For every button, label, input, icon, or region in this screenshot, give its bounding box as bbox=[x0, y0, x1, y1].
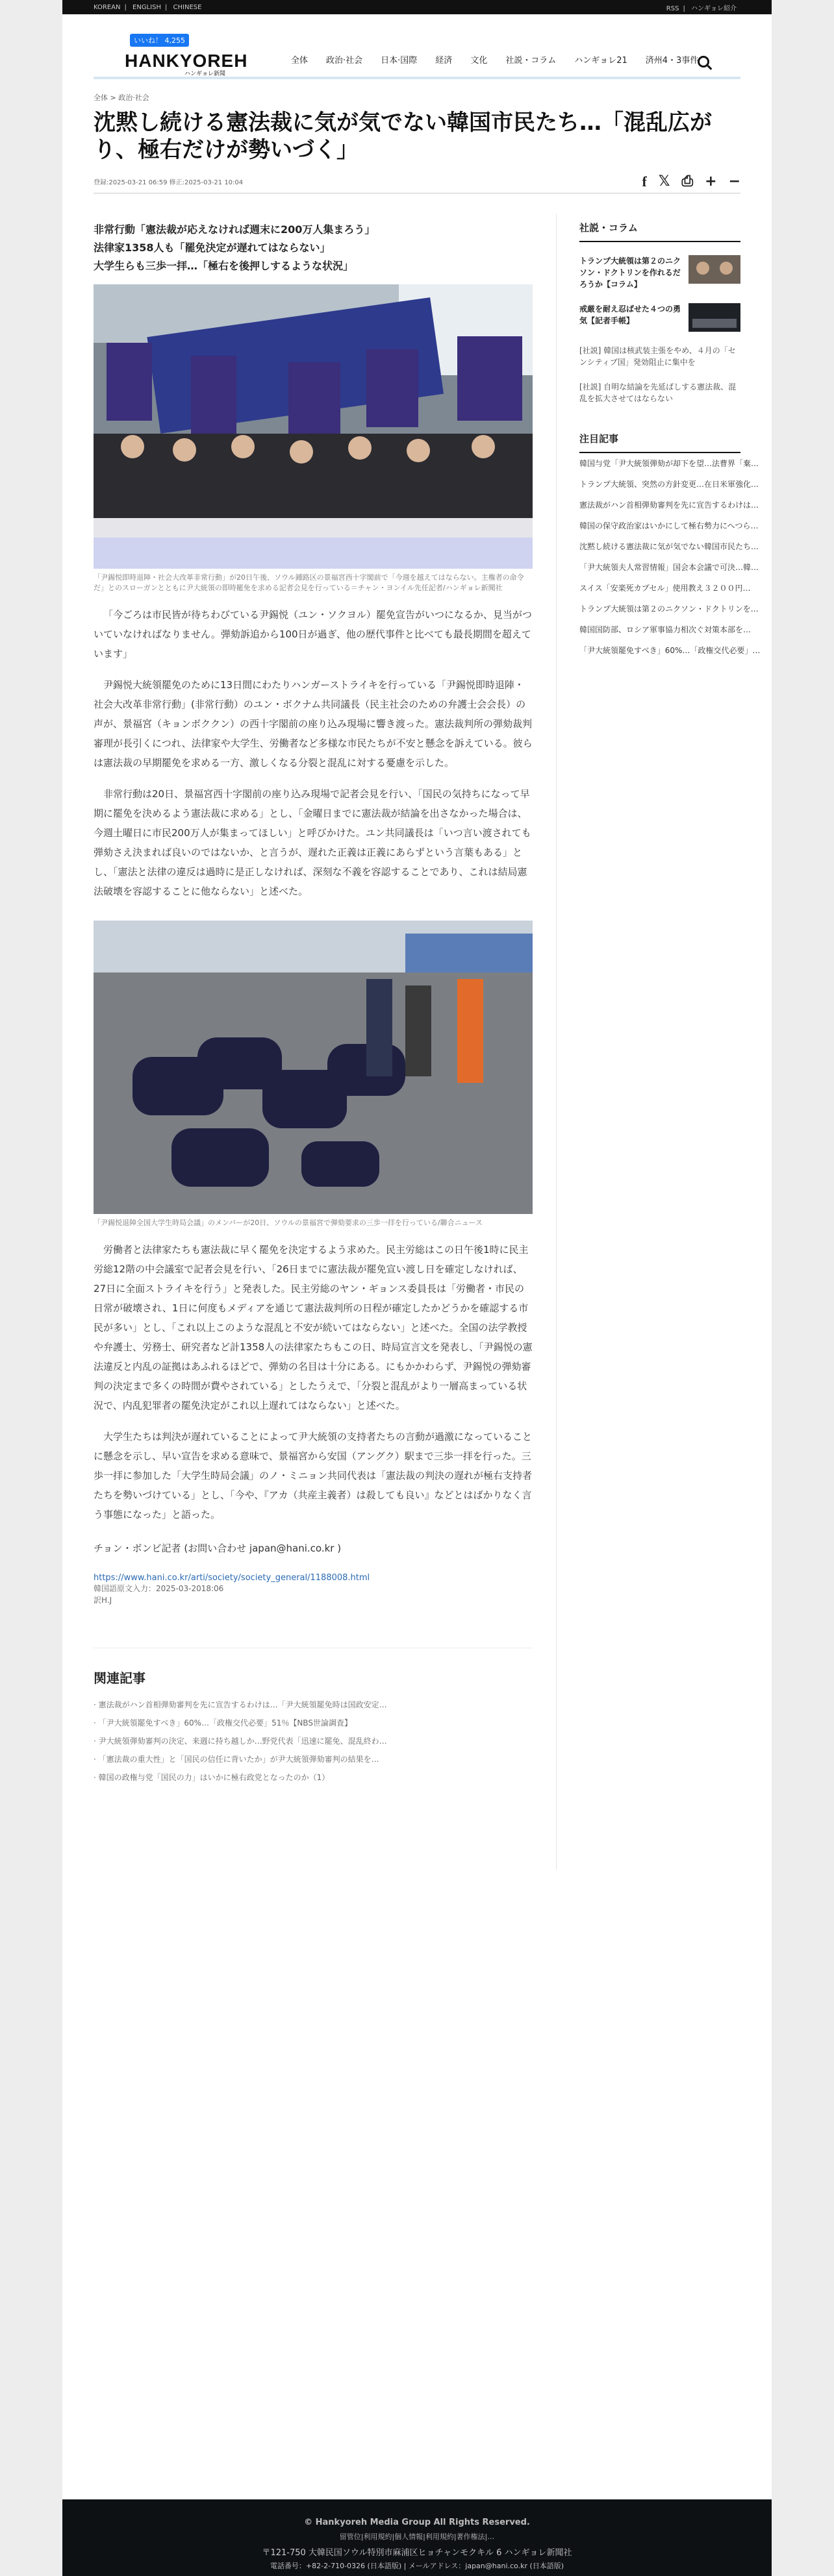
facebook-like-button[interactable]: いいね！ 4,255 bbox=[130, 34, 189, 47]
original-article-link[interactable]: https://www.hani.co.kr/arti/society/society_general/1188008.html bbox=[94, 1573, 370, 1583]
opinion-thumbnail[interactable] bbox=[689, 303, 740, 332]
opinion-item[interactable] bbox=[579, 255, 740, 290]
x-icon[interactable]: 𝕏 bbox=[658, 173, 670, 190]
article-dates: 登録:2025-03-21 06:59 修正:2025-03-21 10:04 bbox=[94, 179, 244, 186]
font-decrease-icon[interactable]: − bbox=[728, 173, 740, 190]
popular-item[interactable]: 沈黙し続ける憲法裁に気が気でない韓国市民たち… bbox=[579, 542, 759, 551]
opinion-editorial-link[interactable]: [社説] 韓国は核武装主張をやめ、４月の「センシティブ国」発効阻止に集中を bbox=[579, 346, 736, 367]
related-article-link[interactable]: · 尹大統領弾劾審判の決定、来週に持ち越しか…野党代表「迅速に罷免、混乱終わ… bbox=[94, 1737, 387, 1746]
opinion-item-title[interactable]: トランプ大統領は第２のニクソン・ドクトリンを作れるだろうか【コラム】 bbox=[579, 256, 681, 289]
related-article-link[interactable]: · 憲法裁がハン首相弾劾審判を先に宣告するわけは…「尹大統領罷免時は国政安定… bbox=[94, 1700, 387, 1709]
photo-caption: 「尹錫悦即時退陣・社会大改革非常行動」が20日午後、ソウル鍾路区の景福宮西十字閣前で「今週を越えてはならない。主権者の命令だ」とのスローガンとともに尹大統領の即時罷免を求める記者会見を行っている＝チャン・ヨンイル先任記者/ハンギョレ新聞社 bbox=[94, 573, 524, 592]
nav-item-jeju[interactable]: 済州4・3事件 bbox=[645, 56, 699, 66]
site-logo-sub: ハンギョレ新聞 bbox=[184, 71, 226, 77]
article-headline: 沈黙し続ける憲法裁に気が気でない韓国市民たち…「混乱広がり、極右だけが勢いづく」 bbox=[94, 110, 712, 163]
popular-item[interactable]: 韓国国防部、ロシア軍事協力相次ぐ対策本部を… bbox=[579, 625, 752, 634]
opinion-section-title: 社説・コラム bbox=[579, 221, 740, 242]
main-nav bbox=[282, 53, 707, 66]
portrait-image bbox=[689, 255, 740, 284]
popular-item[interactable]: スイス「安楽死カプセル」使用教え３２００円… bbox=[579, 584, 751, 593]
share-tools bbox=[642, 173, 740, 190]
footer-copyright: © Hankyoreh Media Group All Rights Reserved. bbox=[304, 2518, 530, 2527]
print-icon[interactable]: ⎙ bbox=[681, 173, 694, 190]
site-footer bbox=[62, 2499, 772, 2576]
lang-chinese-link[interactable]: CHINESE bbox=[173, 3, 202, 11]
lang-english-link[interactable]: ENGLISH bbox=[133, 3, 161, 11]
popular-item[interactable]: トランプ大統領、突然の方針変更…在日米軍強化… bbox=[579, 480, 759, 489]
article-paragraph: 非常行動は20日、景福宮西十字閣前の座り込み現場で記者会見を行い、「国民の気持ちになって早期に罷免を決めるよう憲法裁に求める」とし、「金曜日までに憲法裁が結論を出さなかった場合は、今週土曜日に市民200万人が集まってほしい」と呼びかけた。ユン共同議長は「いつ言い渡されても弾劾さえ決まれば良いのではないか、と言うが、遅れた正義は正義にあらずという言葉もある」とし、「憲法と法律の違反は過時に是正しなければ、深刻な不義を容認することであり、これは結局憲法破壊を容認することに他ならない」と述べた。 bbox=[94, 788, 531, 897]
article-byline: チョン・ボンビ記者 (お問い合わせ japan@hani.co.kr ) bbox=[94, 1542, 342, 1554]
article-photo-students bbox=[94, 921, 533, 1214]
nav-item-culture[interactable]: 文化 bbox=[470, 56, 488, 66]
nav-item-h21[interactable]: ハンギョレ21 bbox=[574, 56, 627, 66]
nav-item-all[interactable]: 全体 bbox=[291, 56, 309, 66]
popular-item[interactable]: 「尹大統領罷免すべき」60%…「政権交代必要」… bbox=[579, 646, 761, 655]
article-paragraph: 「今ごろは市民皆が待ちわびている尹錫悦（ユン・ソクヨル）罷免宣告がいつになるか、見当がついていなければなりません。弾劾訴追から100日が過ぎ、他の歴代事件と比べても最長期間を超えています」 bbox=[94, 609, 532, 660]
popular-section bbox=[579, 432, 761, 661]
nav-item-international[interactable]: 日本·国際 bbox=[381, 56, 418, 66]
font-increase-icon[interactable]: + bbox=[705, 173, 717, 190]
subhead: 大学生らも三歩一拝…「極右を後押しするような状況」 bbox=[94, 260, 354, 272]
translator-line: 訳H.J bbox=[94, 1596, 112, 1605]
article-body bbox=[94, 221, 533, 1787]
search-icon[interactable] bbox=[698, 56, 709, 68]
opinion-thumbnail[interactable] bbox=[689, 255, 740, 284]
popular-item[interactable]: 憲法裁がハン首相弾劾審判を先に宣告するわけは… bbox=[579, 501, 759, 510]
popular-item[interactable]: トランプ大統領は第２のニクソン・ドクトリンを… bbox=[579, 604, 759, 613]
opinion-item-title[interactable]: 戒厳を耐え忍ばせた４つの勇気【記者手帳】 bbox=[579, 304, 681, 325]
crowd-image bbox=[689, 303, 740, 332]
article-meta bbox=[94, 170, 740, 193]
footer-address: 〒121-750 大韓民国ソウル特別市麻浦区ヒョチャンモクキル 6 ハンギョレ新聞社 bbox=[262, 2548, 572, 2558]
related-articles-list bbox=[94, 1696, 533, 1787]
opinion-editorial-link[interactable]: [社説] 自明な結論を先延ばしする憲法裁、混乱を拡大させてはならない bbox=[579, 382, 737, 403]
footer-contact: 電話番号：+82-2-710-0326 (日本語版) | メールアドレス：japan@hani.co.kr (日本語版) bbox=[270, 2562, 564, 2570]
sidebar bbox=[579, 221, 761, 661]
related-article-link[interactable]: · 韓国の政権与党「国民の力」はいかに極右政党となったのか（1） bbox=[94, 1773, 330, 1782]
students-bowing-image bbox=[94, 921, 533, 1214]
nav-item-economy[interactable]: 経済 bbox=[435, 56, 453, 66]
subhead: 法律家1358人も「罷免決定が遅れてはならない」 bbox=[94, 242, 331, 254]
column-divider bbox=[556, 214, 557, 1870]
site-header bbox=[94, 14, 740, 79]
nav-item-politics[interactable]: 政治·社会 bbox=[326, 56, 363, 66]
press-conference-image bbox=[94, 284, 533, 569]
article-paragraph: 大学生たちは判決が遅れていることによって尹大統領の支持者たちの言動が過激になっていることに懸念を示し、早い宣告を求める意味で、景福宮から安国（アングク）駅まで三歩一拝を行った。三歩一拝に参加した「大学生時局会議」のノ・ミニョン共同代表は「憲法裁の判決の遅れが極右支持者たちを勢いづけている」とし、「今や、『アカ（共産主義者）は殺しても良い』などとはばかりなく言う事態になった」と語った。 bbox=[94, 1431, 533, 1520]
popular-item[interactable]: 韓国与党「尹大統領弾劾が却下を望…法曹界「棄… bbox=[579, 459, 759, 468]
article-paragraph: 労働者と法律家たちも憲法裁に早く罷免を決定するよう求めた。民主労総はこの日午後1時に民主労総12階の中会議室で記者会見を行い、「26日までに憲法裁が罷免宣い渡し日を確定しなければ、27日に全面ストライキを行う」と発表した。民主労総のヤン・ギョンス委員長は「労働者・市民の日常が破壊され、1日に何度もメディアを通じて憲法裁判所の日程が確定したかどうかを確認する市民が多い」とし、「これ以上このような混乱と不安が続いてはならない」と述べた。全国の法学教授や弁護士、労務士、研究者など計1358人の法律家たちもこの日、時局宣言文を発表し、「尹錫悦の憲法違反と内乱の証拠はあふれるほどで、弾劾の名目は十分にある。にもかかわらず、尹錫悦の弾劾審判の決定まで多くの時間が費やされている」としたうえで、「分裂と混乱がより一層高まっている状況で、内乱犯罪者の罷免決定がこれ以上遅れてはならない」と述べた。 bbox=[94, 1244, 533, 1411]
nav-item-opinion[interactable]: 社説・コラム bbox=[505, 56, 557, 66]
related-article-link[interactable]: · 「憲法裁の重大性」と「国民の信任に背いたか」が尹大統領弾劾審判の結果を… bbox=[94, 1755, 379, 1764]
popular-item[interactable]: 韓国の保守政治家はいかにして極右勢力にへつら… bbox=[579, 521, 759, 530]
article-paragraph: 尹錫悦大統領罷免のために13日間にわたりハンガーストライキを行っている「尹錫悦即時退陣・社会大改革非常行動」(非常行動）のユン・ボクナム共同議長（民主社会のための弁護士会会長）の声が、景福宮（キョンボククン）の西十字閣前の座り込み現場に響き渡った。憲法裁判所の弾劾裁判審理が長引くにつれ、法律家や大学生、労働者など多様な市民たちが不安と懸念を訴えている。彼らは憲法裁の早期罷免を求める一方、激しくなる分裂と混乱に対する憂慮を示した。 bbox=[94, 679, 533, 769]
photo-caption: 「尹錫悦退陣全国大学生時局会議」のメンバーが20日、ソウルの景福宮で弾劾要求の三歩一拝を行っている/聯合ニュース bbox=[94, 1219, 483, 1227]
related-articles-title: 関連記事 bbox=[94, 1648, 533, 1687]
source-line: 韓国語原文入力：2025-03-2018:06 bbox=[94, 1584, 224, 1593]
related-article-link[interactable]: · 「尹大統領罷免すべき」60%…「政権交代必要」51％【NBS世論調査】 bbox=[94, 1718, 352, 1728]
site-logo[interactable]: HANKYOREH bbox=[125, 51, 248, 71]
opinion-item[interactable] bbox=[579, 303, 740, 332]
page bbox=[62, 0, 772, 2576]
popular-item[interactable]: 「尹大統領夫人常習情報」国会本会議で可決…韓… bbox=[579, 563, 759, 572]
top-bar: KOREAN | ENGLISH | CHINESE RSS | ハンギョレ紹介 bbox=[62, 0, 772, 14]
popular-section-title: 注目記事 bbox=[579, 432, 740, 453]
footer-links[interactable]: 留管位|利用規約|個人情報|利用規約|著作権法|… bbox=[339, 2533, 495, 2541]
rss-link[interactable]: RSS bbox=[666, 5, 679, 12]
lang-korean-link[interactable]: KOREAN bbox=[94, 3, 121, 11]
article-subheads bbox=[94, 221, 533, 275]
intro-link[interactable]: ハンギョレ紹介 bbox=[691, 5, 737, 12]
subhead: 非常行動「憲法裁が応えなければ週末に200万人集まろう」 bbox=[94, 223, 375, 236]
article-photo-press-conference bbox=[94, 284, 533, 569]
facebook-icon[interactable]: f bbox=[642, 173, 647, 190]
breadcrumb[interactable]: 全体 > 政治·社会 bbox=[94, 93, 149, 102]
